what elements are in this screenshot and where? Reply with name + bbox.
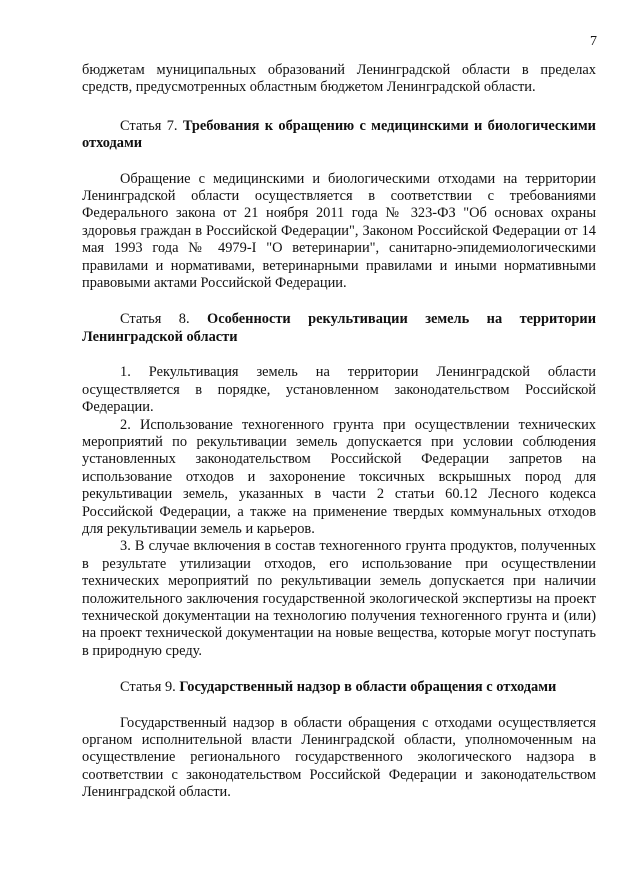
article-9-title: Государственный надзор в области обращения с отходами [179,679,557,696]
article-7-heading [82,118,596,153]
article-7-label: Статья 7. [120,117,183,134]
article-8-item-1: 1. Рекультивация земель на территории Ленинградской области осуществляется в порядке, установленном законодательством Российской Федерации. [82,364,596,416]
article-8-item-3: 3. В случае включения в состав техногенного грунта продуктов, полученных в результате утилизации отходов, его использование при осуществлении технических мероприятий по рекультивации земель допускается при наличии положительного заключения государственной экологической экспертизы на проект технической документации на технологию получения техногенного грунта и (или) на проект технической документации на новые вещества, которые могут поступать в природную среду. [82,538,596,659]
article-8-heading [82,311,596,346]
article-9-label: Статья 9. [120,679,180,696]
article-8-item-2: 2. Использование техногенного грунта при осуществлении технических мероприятий по рекультивации земель допускается при условии соблюдения установленных законодательством Российской Федерации запретов на использование отходов и захоронение токсичных вскрышных пород для рекультивации земель, указанных в части 2 статьи 60.12 Лесного кодекса Российской Федерации, а также на применение твердых коммунальных отходов для рекультивации земель и карьеров. [82,416,596,537]
intro-paragraph: бюджетам муниципальных образований Ленинградской области в пределах средств, предусмотренных областным бюджетом Ленинградской области. [82,62,596,96]
article-9-heading [82,679,596,696]
article-7-title: Требования к обращению с медицинскими и биологическими отходами [82,117,596,152]
article-8-label: Статья 8. [120,311,207,328]
page-number: 7 [590,34,597,49]
article-9-body: Государственный надзор в области обращения с отходами осуществляется органом исполнительной власти Ленинградской области, уполномоченным на осуществление регионального государственного экологического надзора в соответствии с законодательством Российской Федерации и законодательством Ленинградской области. [82,714,596,801]
article-7-body: Обращение с медицинскими и биологическими отходами на территории Ленинградской области осуществляется в соответствии с требованиями Федерального закона от 21 ноября 2011 года № 323-ФЗ "Об основах охраны здоровья граждан в Российской Федерации", Законом Российской Федерации от 14 мая 1993 года № 4979-I "О ветеринарии", санитарно-эпидемиологическими правилами и нормативами, ветеринарными правилами и иными нормативными правовыми актами Российской Федерации. [82,170,596,292]
article-8-title: Особенности рекультивации земель на территории Ленинградской области [82,311,596,345]
